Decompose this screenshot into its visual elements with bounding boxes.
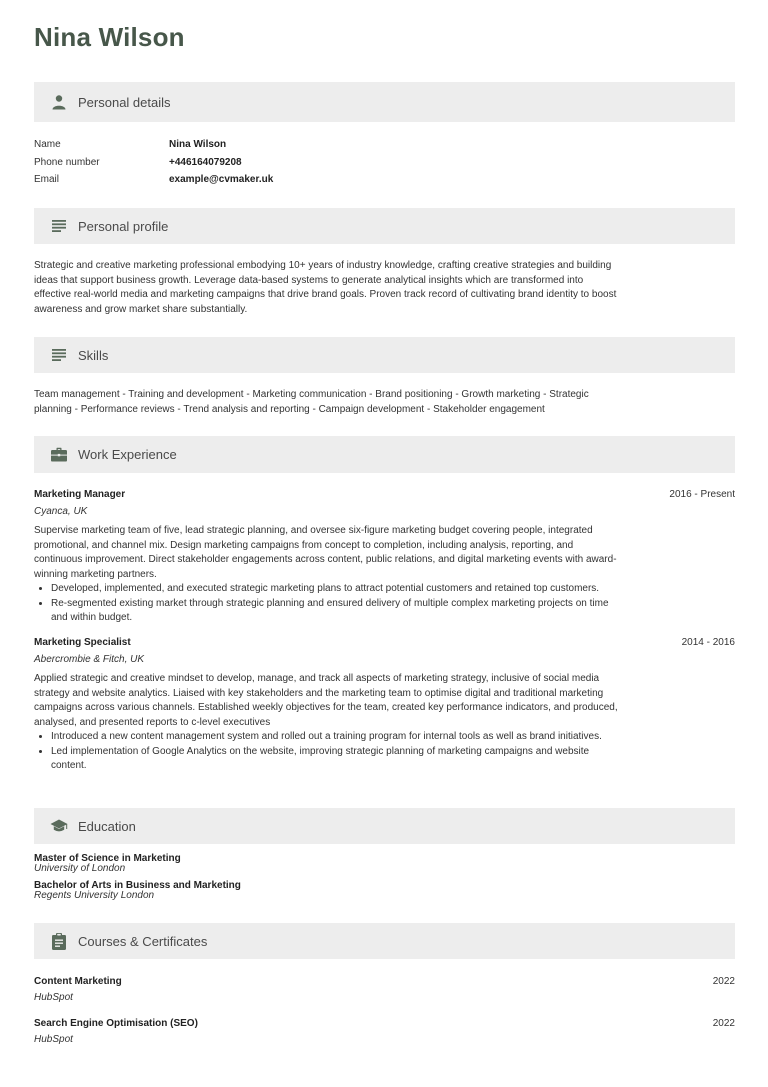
section-header-work	[34, 436, 735, 473]
person-icon	[50, 93, 68, 111]
detail-value-name: Nina Wilson	[169, 139, 227, 150]
job-title: Marketing Manager	[34, 489, 126, 500]
section-title-personal: Personal details	[78, 94, 171, 110]
section-header-skills	[34, 337, 735, 373]
education-degree: Master of Science in Marketing	[34, 853, 181, 864]
detail-label-phone: Phone number	[34, 157, 100, 168]
job-achievements	[34, 582, 619, 626]
job-description: Supervise marketing team of five, lead strategic planning, and oversee six-figure marketing budget covering people, integrated promotional, and channel mix. Design marketing campaigns from concept to completion, including analysis, reporting, and continuous improvement. Direct stakeholder engagements across content, public relations, and digital marketing events with award-winning marketing partners.	[34, 525, 617, 580]
course-year: 2022	[712, 1018, 735, 1029]
education-school: University of London	[34, 863, 126, 874]
list-item: • Introduced a new content management system and rolled out a training program for internal tools as well as brand initiatives.	[51, 730, 619, 745]
section-title-profile: Personal profile	[78, 218, 169, 234]
clipboard-icon	[50, 932, 68, 950]
section-header-courses	[34, 923, 735, 959]
education-school: Regents University London	[34, 890, 155, 901]
text-lines-icon	[50, 346, 68, 364]
briefcase-icon	[50, 446, 68, 464]
skills-text: Team management - Training and development - Marketing communication - Brand positioning - Growth marketing - Strategic planning - Performance reviews - Trend analysis and reporting - Campaign development - Stakeholder engagement	[34, 389, 589, 415]
list-item: • Led implementation of Google Analytics on the website, improving strategic planning of marketing campaigns and website content.	[51, 745, 619, 774]
detail-label-name: Name	[34, 139, 61, 150]
job-title: Marketing Specialist	[34, 637, 131, 648]
section-title-work: Work Experience	[78, 447, 177, 462]
job-achievements	[34, 730, 619, 774]
detail-value-email: example@cvmaker.uk	[169, 174, 274, 185]
job-company: Abercrombie & Fitch, UK	[34, 654, 145, 665]
section-header-personal	[34, 82, 735, 122]
education-degree: Bachelor of Arts in Business and Marketing	[34, 880, 241, 891]
job-dates: 2016 - Present	[669, 489, 735, 500]
text-lines-icon	[50, 217, 68, 235]
detail-label-email: Email	[34, 174, 60, 185]
course-title: Search Engine Optimisation (SEO)	[34, 1018, 198, 1029]
list-item: • Developed, implemented, and executed strategic marketing plans to attract potential customers and retained top customers.	[51, 582, 619, 597]
job-dates: 2014 - 2016	[681, 637, 735, 648]
detail-value-phone: +446164079208	[169, 157, 242, 168]
job-description: Applied strategic and creative mindset to develop, manage, and track all aspects of marketing strategy, inclusive of social media strategy and website analytics. Liaised with key stakeholders and the marketing team to optimise digital and traditional marketing campaigns across various channels. Established weekly objectives for the team, created key performance indicators, and produced, analysed, and presented reports to c-level executives	[34, 673, 618, 728]
graduation-cap-icon	[50, 817, 68, 835]
section-title-courses: Courses & Certificates	[78, 933, 208, 949]
course-year: 2022	[712, 976, 735, 987]
course-provider: HubSpot	[34, 992, 73, 1003]
course-title: Content Marketing	[34, 976, 122, 987]
section-title-skills: Skills	[78, 347, 109, 363]
list-item: • Re-segmented existing market through strategic planning and ensured delivery of multiple complex marketing projects on time and within budget.	[51, 597, 619, 626]
section-header-profile	[34, 208, 735, 244]
course-provider: HubSpot	[34, 1034, 73, 1045]
section-header-education	[34, 808, 735, 844]
section-title-education: Education	[78, 818, 136, 834]
profile-text: Strategic and creative marketing professional embodying 10+ years of industry knowledge, crafting creative strategies and building ideas that support business growth. Leverage data-based systems to generate analytical insights which are transformed into effective real-world media and marketing campaigns that drive brand goals. Proven track record of cultivating brand identity to boost awareness and grow market share substantially.	[34, 260, 617, 315]
job-company: Cyanca, UK	[34, 506, 88, 517]
candidate-name: Nina Wilson	[34, 22, 185, 52]
